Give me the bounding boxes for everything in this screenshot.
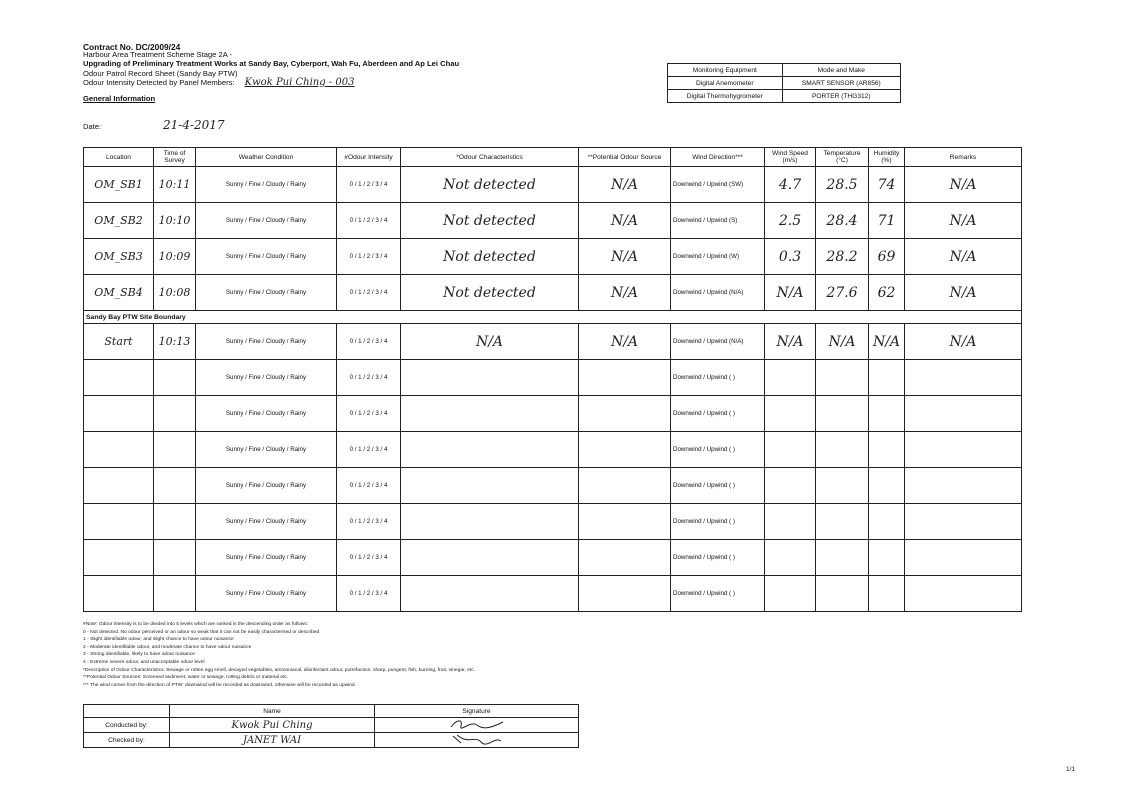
remarks-cell — [905, 576, 1022, 612]
location-cell — [84, 576, 154, 612]
signature-row — [84, 718, 579, 733]
odour-source-cell — [579, 576, 671, 612]
signatory-name: JANET WAI — [170, 733, 375, 748]
weather-cell: Sunny / Fine / Cloudy / Rainy — [196, 360, 337, 396]
remarks-cell — [905, 504, 1022, 540]
location-cell — [84, 396, 154, 432]
location-cell — [84, 504, 154, 540]
signatory-name: Kwok Pui Ching — [170, 718, 375, 733]
temperature-cell — [816, 540, 869, 576]
sheet-title: Odour Patrol Record Sheet (Sandy Bay PTW) — [83, 69, 238, 79]
table-row — [84, 324, 1022, 360]
panel-members-label: Odour Intensity Detected by Panel Members: — [83, 77, 235, 87]
header-line-1: Harbour Area Treatment Scheme Stage 2A - — [83, 50, 233, 60]
signature-role: Conducted by: — [84, 718, 170, 733]
time-cell: 10:10 — [154, 203, 196, 239]
odour-source-cell — [579, 468, 671, 504]
humidity-cell: 62 — [869, 275, 905, 311]
equipment-header-cell: Mode and Make — [782, 64, 900, 77]
table-row — [84, 275, 1022, 311]
header-line-2: Upgrading of Preliminary Treatment Works at Sandy Bay, Cyberport, Wah Fu, Aberdeen and Ap Lei Chau — [83, 58, 460, 68]
location-cell: OM_SB3 — [84, 239, 154, 275]
location-cell — [84, 468, 154, 504]
time-cell — [154, 432, 196, 468]
odour-characteristics-cell: Not detected — [401, 203, 579, 239]
temperature-cell — [816, 396, 869, 432]
remarks-cell: N/A — [905, 203, 1022, 239]
signature-table — [83, 704, 579, 748]
equipment-header-row — [668, 64, 901, 77]
odour-intensity-cell: 0 / 1 / 2 / 3 / 4 — [337, 432, 401, 468]
odour-characteristics-cell: Not detected — [401, 275, 579, 311]
column-header: Humidity (%) — [869, 148, 905, 167]
odour-characteristics-cell: Not detected — [401, 239, 579, 275]
humidity-cell — [869, 396, 905, 432]
wind-speed-cell — [765, 540, 816, 576]
column-header: Wind Direction*** — [671, 148, 765, 167]
location-cell: Start — [84, 324, 154, 360]
humidity-cell — [869, 576, 905, 612]
odour-intensity-cell: 0 / 1 / 2 / 3 / 4 — [337, 324, 401, 360]
equipment-header-cell: Monitoring Equipment — [668, 64, 783, 77]
signature-role: Checked by: — [84, 733, 170, 748]
column-header: #Odour Intensity — [337, 148, 401, 167]
column-header: Wind Speed (m/s) — [765, 148, 816, 167]
weather-cell: Sunny / Fine / Cloudy / Rainy — [196, 432, 337, 468]
temperature-cell: 28.5 — [816, 167, 869, 203]
odour-source-cell: N/A — [579, 203, 671, 239]
equipment-model: PORTER (THG312) — [782, 90, 900, 103]
equipment-name: Digital Thermohygrometer — [668, 90, 783, 103]
odour-source-cell — [579, 396, 671, 432]
odour-source-cell: N/A — [579, 167, 671, 203]
odour-intensity-cell: 0 / 1 / 2 / 3 / 4 — [337, 576, 401, 612]
table-row — [84, 360, 1022, 396]
time-cell — [154, 540, 196, 576]
table-row — [84, 432, 1022, 468]
note-line: *** The wind comes from the direction of PTW: downwind will be recorded as downwind, otherwise will be recorded as upwind. — [83, 682, 357, 688]
document-header — [83, 43, 459, 103]
odour-source-cell: N/A — [579, 239, 671, 275]
handwritten-signature — [447, 733, 507, 745]
wind-direction-cell: Downwind / Upwind ( ) — [671, 468, 765, 504]
contract-number: Contract No. DC/2009/24 — [83, 42, 181, 52]
column-header: Remarks — [905, 148, 1022, 167]
temperature-cell — [816, 360, 869, 396]
general-information-heading: General Information — [83, 94, 156, 104]
note-line: 0 - Not detected. No odour perceived or an odour so weak that it can not be easily characterised or described — [83, 629, 320, 635]
odour-record-table — [83, 147, 1022, 612]
wind-direction-cell: Downwind / Upwind (SW) — [671, 167, 765, 203]
odour-characteristics-cell — [401, 360, 579, 396]
signature-row — [84, 733, 579, 748]
odour-source-cell: N/A — [579, 275, 671, 311]
odour-source-cell — [579, 540, 671, 576]
time-cell: 10:13 — [154, 324, 196, 360]
panel-members-value: Kwok Pui Ching - 003 — [244, 76, 355, 88]
wind-speed-cell — [765, 468, 816, 504]
column-header: Weather Condition — [196, 148, 337, 167]
humidity-cell: 69 — [869, 239, 905, 275]
column-header: Time of Survey — [154, 148, 196, 167]
remarks-cell — [905, 396, 1022, 432]
remarks-cell — [905, 360, 1022, 396]
location-cell: OM_SB2 — [84, 203, 154, 239]
weather-cell: Sunny / Fine / Cloudy / Rainy — [196, 576, 337, 612]
temperature-cell: 27.6 — [816, 275, 869, 311]
note-line: 1 - Slight identifiable odour, and slight chance to have odour nuisance — [83, 637, 234, 643]
note-line: *Description of Odour Characteristics: Sewage or rotten egg smell, decayed vegetables, ammoniacal, disinfectant odour, putrefaction, sharp, pungent, fish, burning, fruit, vinegar, etc. — [83, 667, 476, 673]
wind-direction-cell: Downwind / Upwind (W) — [671, 239, 765, 275]
odour-intensity-cell: 0 / 1 / 2 / 3 / 4 — [337, 540, 401, 576]
time-cell — [154, 468, 196, 504]
signature-cell — [375, 733, 579, 748]
weather-cell: Sunny / Fine / Cloudy / Rainy — [196, 396, 337, 432]
remarks-cell — [905, 540, 1022, 576]
odour-intensity-cell: 0 / 1 / 2 / 3 / 4 — [337, 360, 401, 396]
odour-intensity-cell: 0 / 1 / 2 / 3 / 4 — [337, 504, 401, 540]
wind-direction-cell: Downwind / Upwind (N/A) — [671, 324, 765, 360]
table-row — [84, 504, 1022, 540]
signature-header-cell: Signature — [375, 705, 579, 718]
weather-cell: Sunny / Fine / Cloudy / Rainy — [196, 275, 337, 311]
weather-cell: Sunny / Fine / Cloudy / Rainy — [196, 324, 337, 360]
date-row — [83, 118, 225, 132]
date-label: Date: — [83, 122, 102, 131]
wind-direction-cell: Downwind / Upwind ( ) — [671, 360, 765, 396]
odour-characteristics-cell — [401, 396, 579, 432]
odour-characteristics-cell — [401, 432, 579, 468]
time-cell: 10:08 — [154, 275, 196, 311]
signature-header-row — [84, 705, 579, 718]
signature-header-cell: Name — [170, 705, 375, 718]
odour-characteristics-cell — [401, 540, 579, 576]
time-cell — [154, 504, 196, 540]
temperature-cell: 28.4 — [816, 203, 869, 239]
equipment-row — [668, 90, 901, 103]
wind-speed-cell — [765, 576, 816, 612]
humidity-cell: N/A — [869, 324, 905, 360]
odour-intensity-cell: 0 / 1 / 2 / 3 / 4 — [337, 239, 401, 275]
table-row — [84, 468, 1022, 504]
note-line: #Note: Odour intensity is to be divided into 5 levels which are ranked in the descending order as follows: — [83, 622, 309, 627]
table-row — [84, 540, 1022, 576]
handwritten-signature — [447, 718, 507, 730]
equipment-table — [667, 63, 901, 103]
notes-block — [83, 621, 603, 689]
remarks-cell — [905, 468, 1022, 504]
location-cell: OM_SB4 — [84, 275, 154, 311]
table-row — [84, 239, 1022, 275]
table-row — [84, 396, 1022, 432]
humidity-cell: 74 — [869, 167, 905, 203]
column-header: **Potential Odour Source — [579, 148, 671, 167]
table-row — [84, 576, 1022, 612]
wind-speed-cell: 2.5 — [765, 203, 816, 239]
humidity-cell — [869, 360, 905, 396]
temperature-cell: N/A — [816, 324, 869, 360]
table-header-row — [84, 148, 1022, 167]
wind-direction-cell: Downwind / Upwind (S) — [671, 203, 765, 239]
column-header: *Odour Characteristics — [401, 148, 579, 167]
remarks-cell: N/A — [905, 275, 1022, 311]
note-line: 3 - Strong identifiable, likely to have odour nuisance — [83, 652, 196, 658]
note-line: 2 - Moderate identifiable odour, and moderate chance to have odour nuisance — [83, 644, 252, 650]
wind-direction-cell: Downwind / Upwind (N/A) — [671, 275, 765, 311]
weather-cell: Sunny / Fine / Cloudy / Rainy — [196, 239, 337, 275]
wind-speed-cell: N/A — [765, 324, 816, 360]
location-cell: OM_SB1 — [84, 167, 154, 203]
remarks-cell: N/A — [905, 167, 1022, 203]
wind-speed-cell — [765, 504, 816, 540]
date-value: 21-4-2017 — [163, 118, 225, 132]
section-row — [84, 311, 1022, 324]
humidity-cell — [869, 540, 905, 576]
odour-intensity-cell: 0 / 1 / 2 / 3 / 4 — [337, 396, 401, 432]
weather-cell: Sunny / Fine / Cloudy / Rainy — [196, 540, 337, 576]
table-row — [84, 167, 1022, 203]
odour-characteristics-cell: Not detected — [401, 167, 579, 203]
section-label: Sandy Bay PTW Site Boundary — [84, 311, 1022, 324]
humidity-cell — [869, 432, 905, 468]
odour-characteristics-cell — [401, 468, 579, 504]
note-line: **Potential Odour Sources: Screened sediment, water or sewage, rotting debris or material etc. — [83, 675, 289, 681]
odour-source-cell — [579, 504, 671, 540]
time-cell: 10:09 — [154, 239, 196, 275]
time-cell — [154, 360, 196, 396]
time-cell — [154, 576, 196, 612]
weather-cell: Sunny / Fine / Cloudy / Rainy — [196, 468, 337, 504]
page-number: 1/1 — [1066, 766, 1076, 773]
odour-source-cell: N/A — [579, 324, 671, 360]
weather-cell: Sunny / Fine / Cloudy / Rainy — [196, 167, 337, 203]
location-cell — [84, 432, 154, 468]
equipment-name: Digital Anemometer — [668, 77, 783, 90]
odour-characteristics-cell — [401, 576, 579, 612]
wind-speed-cell — [765, 396, 816, 432]
temperature-cell — [816, 432, 869, 468]
weather-cell: Sunny / Fine / Cloudy / Rainy — [196, 203, 337, 239]
odour-intensity-cell: 0 / 1 / 2 / 3 / 4 — [337, 167, 401, 203]
wind-direction-cell: Downwind / Upwind ( ) — [671, 540, 765, 576]
column-header: Temperature (°C) — [816, 148, 869, 167]
weather-cell: Sunny / Fine / Cloudy / Rainy — [196, 504, 337, 540]
table-row — [84, 203, 1022, 239]
location-cell — [84, 360, 154, 396]
wind-speed-cell: 4.7 — [765, 167, 816, 203]
humidity-cell: 71 — [869, 203, 905, 239]
wind-speed-cell — [765, 360, 816, 396]
signature-cell — [375, 718, 579, 733]
wind-speed-cell: N/A — [765, 275, 816, 311]
odour-source-cell — [579, 360, 671, 396]
equipment-row — [668, 77, 901, 90]
wind-direction-cell: Downwind / Upwind ( ) — [671, 432, 765, 468]
wind-speed-cell — [765, 432, 816, 468]
time-cell — [154, 396, 196, 432]
odour-intensity-cell: 0 / 1 / 2 / 3 / 4 — [337, 203, 401, 239]
odour-characteristics-cell — [401, 504, 579, 540]
note-line: 4 - Extreme severe odour, and unacceptable odour level — [83, 659, 205, 665]
remarks-cell: N/A — [905, 239, 1022, 275]
wind-speed-cell: 0.3 — [765, 239, 816, 275]
wind-direction-cell: Downwind / Upwind ( ) — [671, 576, 765, 612]
wind-direction-cell: Downwind / Upwind ( ) — [671, 396, 765, 432]
equipment-model: SMART SENSOR (AR856) — [782, 77, 900, 90]
odour-characteristics-cell: N/A — [401, 324, 579, 360]
odour-source-cell — [579, 432, 671, 468]
column-header: Location — [84, 148, 154, 167]
time-cell: 10:11 — [154, 167, 196, 203]
temperature-cell — [816, 468, 869, 504]
remarks-cell — [905, 432, 1022, 468]
humidity-cell — [869, 504, 905, 540]
odour-intensity-cell: 0 / 1 / 2 / 3 / 4 — [337, 468, 401, 504]
location-cell — [84, 540, 154, 576]
humidity-cell — [869, 468, 905, 504]
remarks-cell: N/A — [905, 324, 1022, 360]
signature-corner-cell — [84, 705, 170, 718]
wind-direction-cell: Downwind / Upwind ( ) — [671, 504, 765, 540]
odour-intensity-cell: 0 / 1 / 2 / 3 / 4 — [337, 275, 401, 311]
temperature-cell: 28.2 — [816, 239, 869, 275]
temperature-cell — [816, 504, 869, 540]
temperature-cell — [816, 576, 869, 612]
